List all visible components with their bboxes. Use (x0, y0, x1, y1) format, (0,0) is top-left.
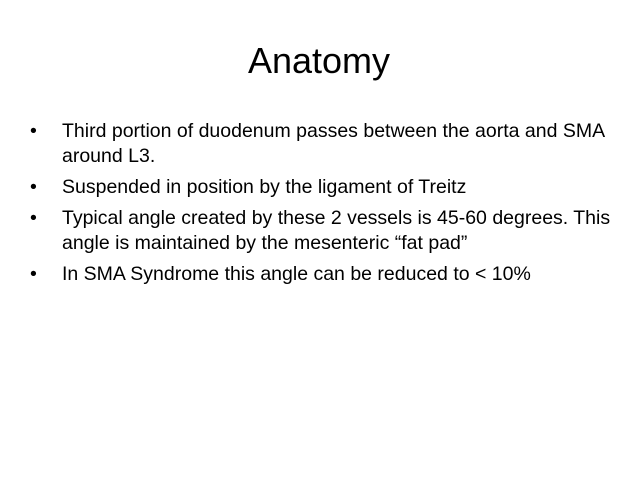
list-item (30, 175, 620, 200)
bullet-text: Third portion of duodenum passes between the aorta and SMA around L3. (62, 120, 605, 167)
bullet-icon: • (30, 176, 37, 198)
bullet-text: Suspended in position by the ligament of Treitz (62, 176, 467, 198)
bullet-list (30, 119, 620, 293)
bullet-icon: • (30, 207, 37, 229)
slide-title: Anatomy (247, 40, 391, 81)
bullet-text: Typical angle created by these 2 vessels is 45-60 degrees. This angle is maintained by the mesenteric “fat pad” (62, 207, 611, 254)
bullet-icon: • (30, 120, 37, 142)
bullet-icon: • (30, 263, 37, 285)
list-item (30, 206, 620, 256)
bullet-text: In SMA Syndrome this angle can be reduced to < 10% (62, 263, 531, 285)
list-item (30, 119, 620, 169)
list-item (30, 262, 620, 287)
